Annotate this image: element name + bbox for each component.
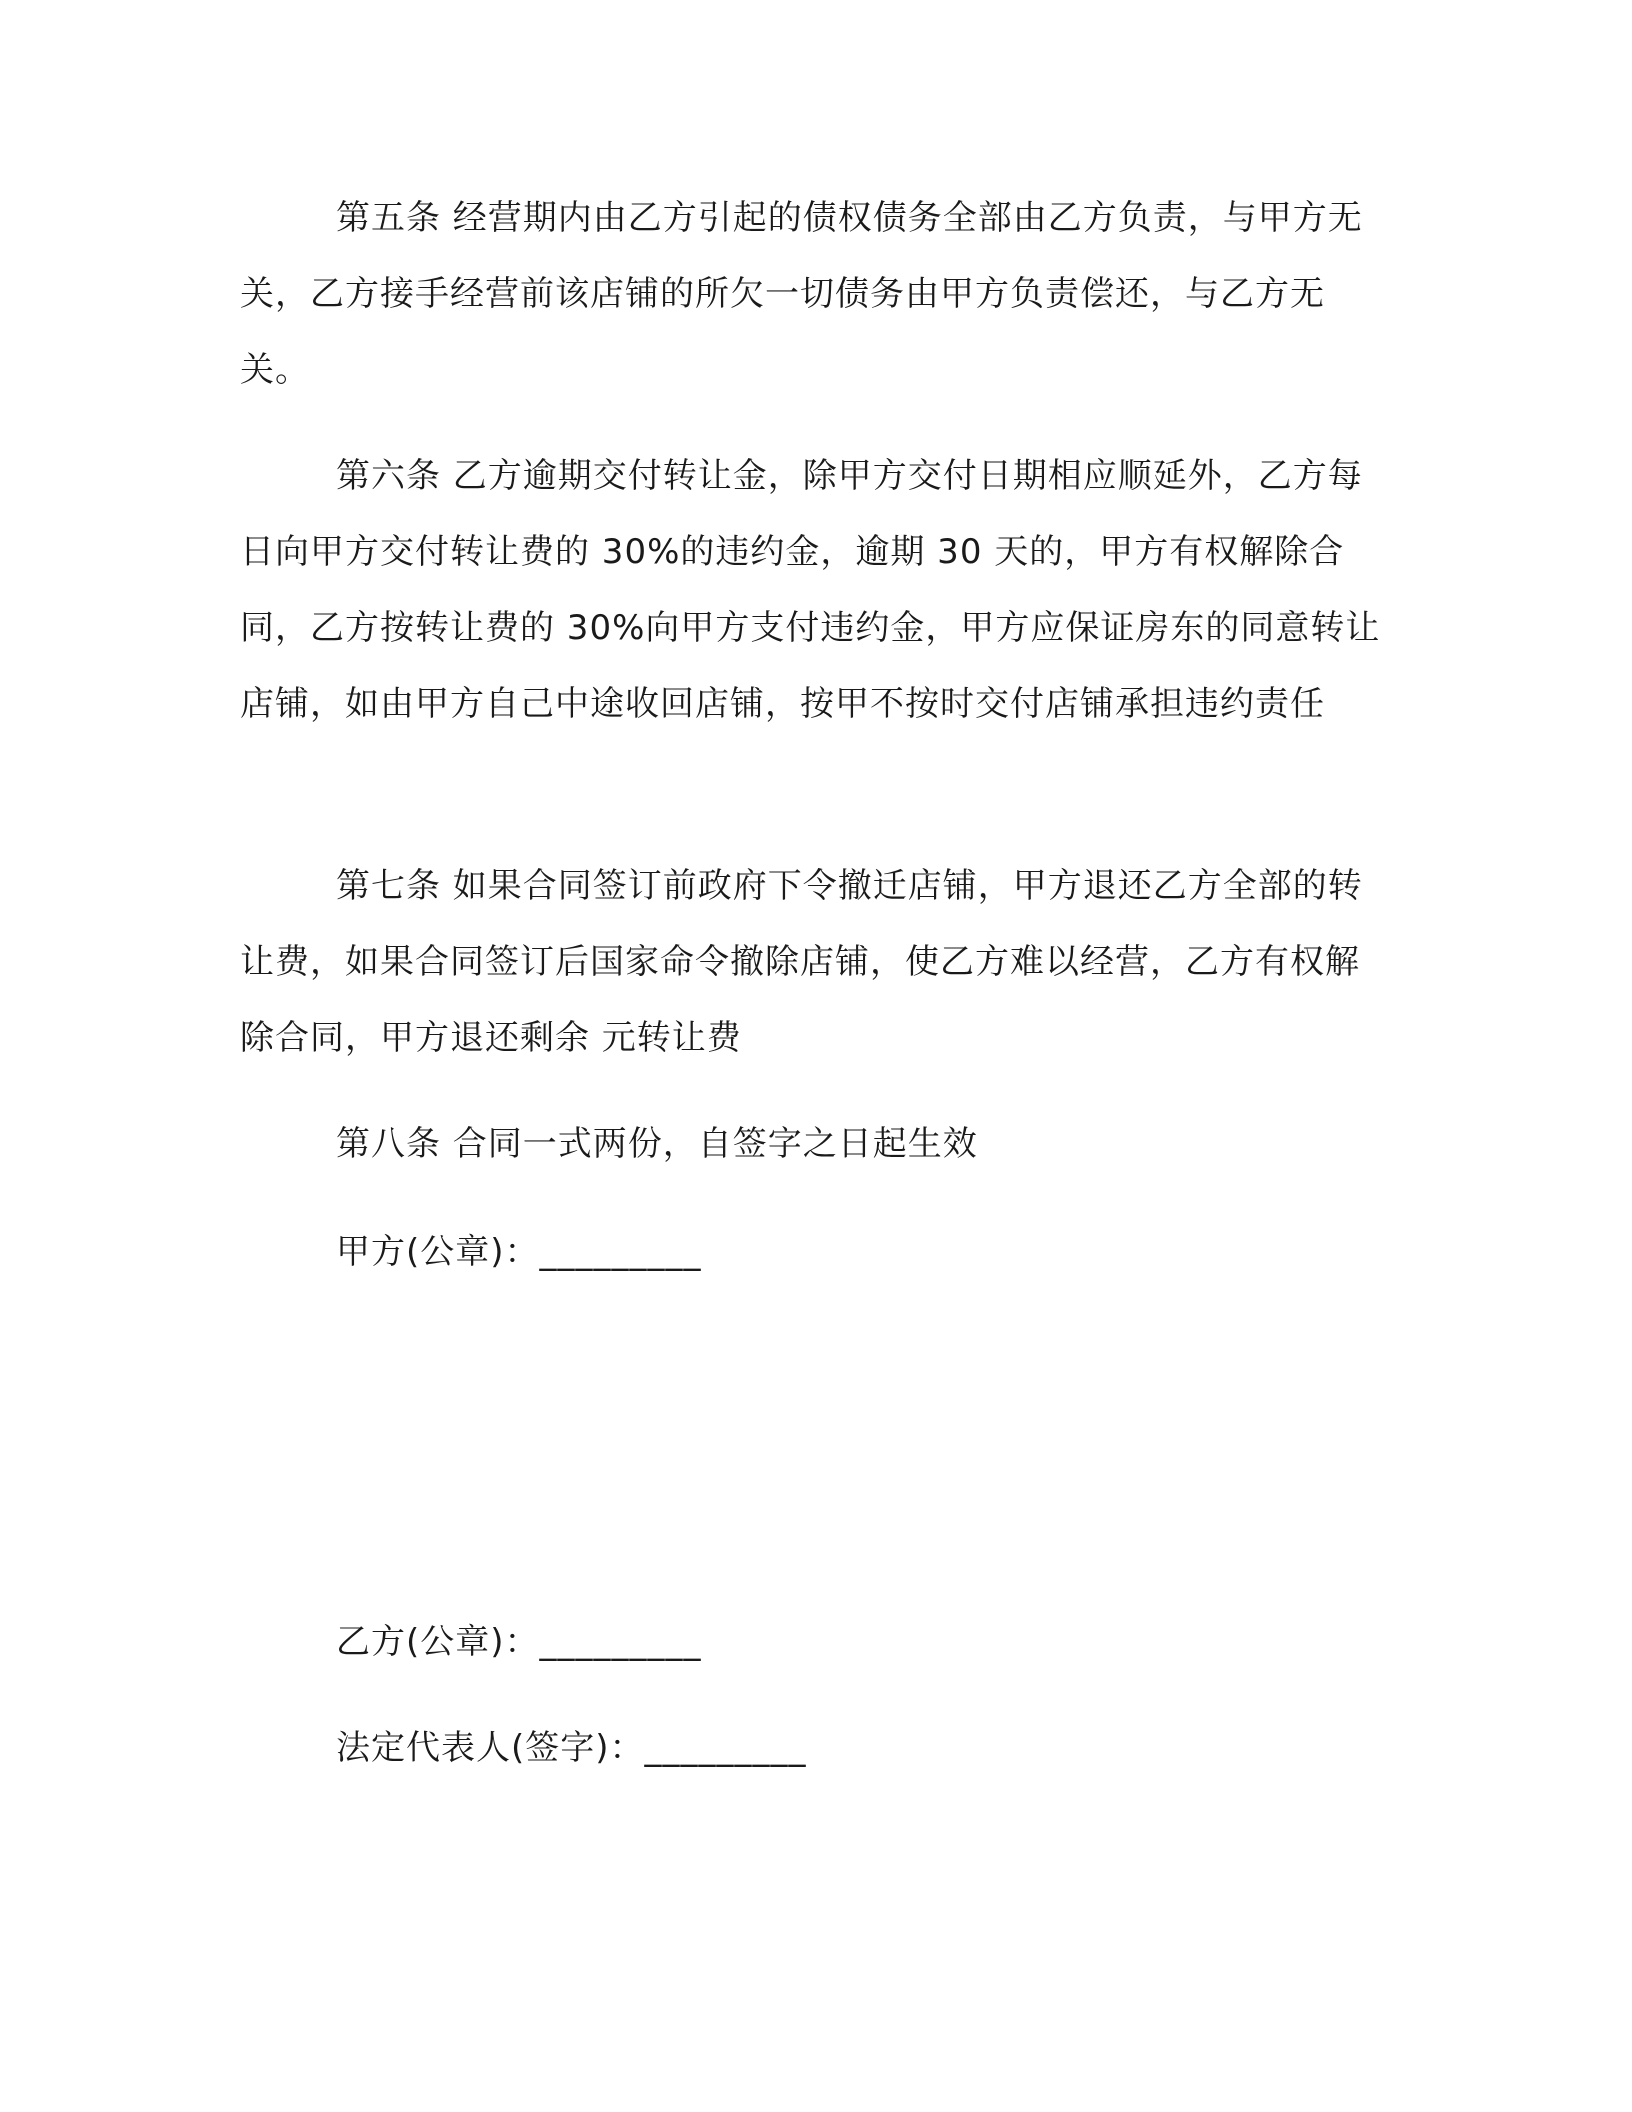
article-8-text: 第八条 合同一式两份，自签字之日起生效 xyxy=(336,1124,978,1164)
legal-representative-signature-line: 法定代表人(签字)：_________ xyxy=(336,1728,807,1768)
article-7-text: 第七条 如果合同签订前政府下令撤迁店铺，甲方退还乙方全部的转让费，如果合同签订后国家命令撤除店铺，使乙方难以经营，乙方有权解除合同，甲方退还剩余 元转让费 xyxy=(240,866,1363,1058)
article-6-block xyxy=(240,438,1390,742)
article-5-text: 第五条 经营期内由乙方引起的债权债务全部由乙方负责，与甲方无关，乙方接手经营前该店铺的所欠一切债务由甲方负责偿还，与乙方无关。 xyxy=(240,198,1363,390)
article-5-block xyxy=(240,180,1390,408)
article-7-block xyxy=(240,848,1390,1076)
article-6-text: 第六条 乙方逾期交付转让金，除甲方交付日期相应顺延外，乙方每日向甲方交付转让费的 30%的违约金，逾期 30 天的，甲方有权解除合同，乙方按转让费的 30%向甲方支付违约金，甲方应保证房东的同意转让店铺，如由甲方自己中途收回店铺，按甲不按时交付店铺承担违约责任 xyxy=(240,456,1381,724)
party-b-signature-line: 乙方(公章)：_________ xyxy=(336,1622,702,1662)
article-8-block xyxy=(240,1106,1390,1182)
party-a-signature-line: 甲方(公章)：_________ xyxy=(336,1232,702,1272)
